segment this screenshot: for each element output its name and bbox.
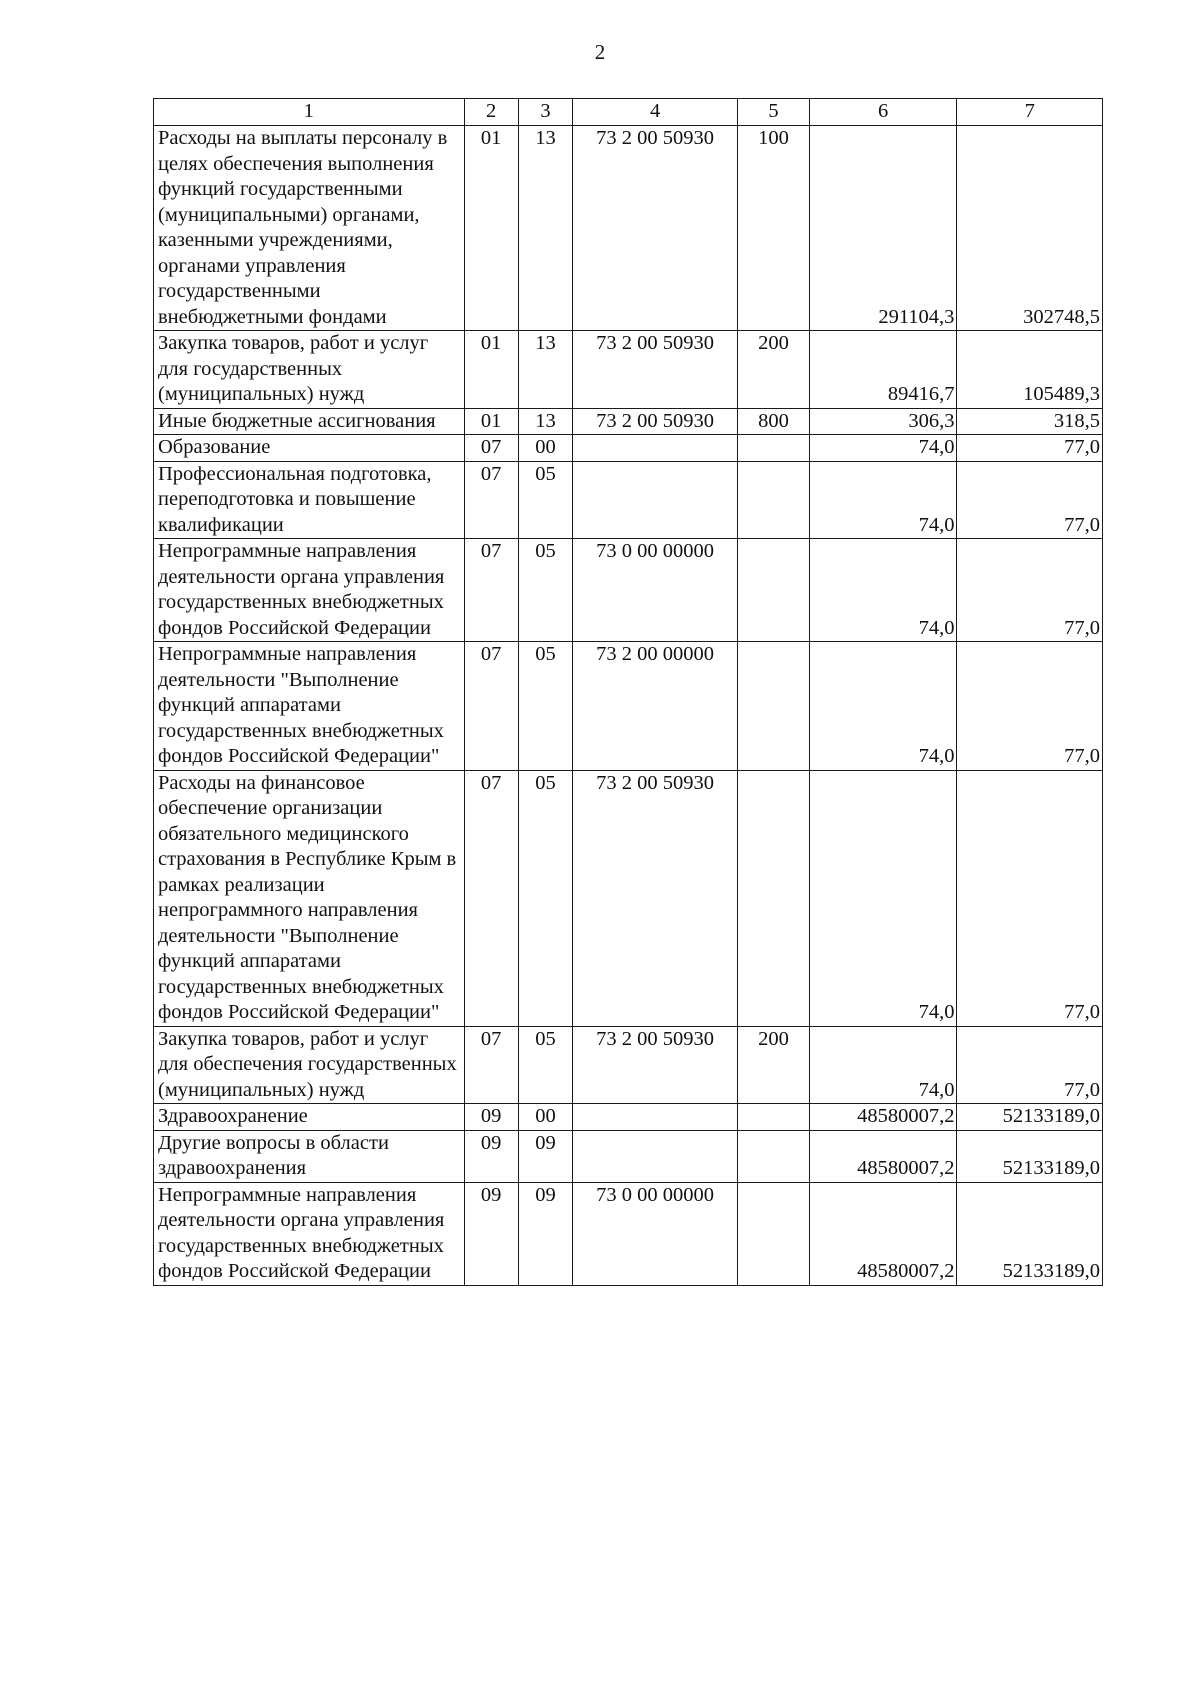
subsection-code-cell: 05 [518,461,572,539]
section-code-cell: 09 [464,1130,518,1182]
table-row [154,435,1103,462]
section-code-cell: 07 [464,1026,518,1104]
target-article-cell: 73 2 00 50930 [573,126,738,331]
column-header: 2 [464,99,518,126]
table-row [154,461,1103,539]
target-article-cell: 73 0 00 00000 [573,1182,738,1285]
section-code-cell: 07 [464,435,518,462]
row-name-cell: Непрограммные направления деятельности органа управления государственных внебюджетных фондов Российской Федерации [154,1182,465,1285]
expense-type-cell: 200 [738,331,810,409]
row-name-cell: Расходы на выплаты персоналу в целях обеспечения выполнения функций государственными (муниципальными) органами, казенными учреждениями, органами управления государственными внебюджетными фондами [154,126,465,331]
target-article-cell [573,1104,738,1131]
amount-col6-cell: 74,0 [809,435,957,462]
expense-type-cell [738,539,810,642]
column-header: 7 [957,99,1103,126]
subsection-code-cell: 05 [518,642,572,771]
table-row [154,408,1103,435]
expense-type-cell: 200 [738,1026,810,1104]
amount-col7-cell: 77,0 [957,435,1103,462]
amount-col6-cell: 306,3 [809,408,957,435]
expense-type-cell [738,461,810,539]
amount-col7-cell: 302748,5 [957,126,1103,331]
section-code-cell: 07 [464,770,518,1026]
amount-col6-cell: 74,0 [809,770,957,1026]
table-row [154,642,1103,771]
target-article-cell: 73 2 00 50930 [573,408,738,435]
column-header: 1 [154,99,465,126]
header-row [154,99,1103,126]
subsection-code-cell: 05 [518,770,572,1026]
table-row [154,1104,1103,1131]
table-header [154,99,1103,126]
subsection-code-cell: 05 [518,539,572,642]
section-code-cell: 09 [464,1182,518,1285]
section-code-cell: 07 [464,642,518,771]
target-article-cell: 73 2 00 50930 [573,770,738,1026]
row-name-cell: Другие вопросы в области здравоохранения [154,1130,465,1182]
amount-col6-cell: 74,0 [809,1026,957,1104]
expense-type-cell [738,1130,810,1182]
amount-col7-cell: 77,0 [957,1026,1103,1104]
amount-col6-cell: 48580007,2 [809,1182,957,1285]
target-article-cell: 73 2 00 50930 [573,331,738,409]
target-article-cell: 73 2 00 00000 [573,642,738,771]
subsection-code-cell: 00 [518,435,572,462]
column-header: 6 [809,99,957,126]
expense-type-cell [738,642,810,771]
amount-col7-cell: 318,5 [957,408,1103,435]
subsection-code-cell: 13 [518,408,572,435]
expense-type-cell: 800 [738,408,810,435]
column-header: 5 [738,99,810,126]
amount-col7-cell: 52133189,0 [957,1182,1103,1285]
subsection-code-cell: 05 [518,1026,572,1104]
target-article-cell: 73 2 00 50930 [573,1026,738,1104]
amount-col6-cell: 74,0 [809,539,957,642]
amount-col6-cell: 291104,3 [809,126,957,331]
amount-col6-cell: 89416,7 [809,331,957,409]
table-row [154,1130,1103,1182]
table-row [154,1182,1103,1285]
section-code-cell: 09 [464,1104,518,1131]
column-header: 4 [573,99,738,126]
section-code-cell: 01 [464,408,518,435]
amount-col7-cell: 77,0 [957,461,1103,539]
row-name-cell: Непрограммные направления деятельности "Выполнение функций аппаратами государственных внебюджетных фондов Российской Федерации" [154,642,465,771]
row-name-cell: Расходы на финансовое обеспечение организации обязательного медицинского страхования в Республике Крым в рамках реализации непрограммного направления деятельности "Выполнение функций аппаратами государственных внебюджетных фондов Российской Федерации" [154,770,465,1026]
section-code-cell: 01 [464,126,518,331]
target-article-cell [573,461,738,539]
amount-col6-cell: 48580007,2 [809,1104,957,1131]
page-number: 2 [594,40,606,64]
amount-col6-cell: 74,0 [809,461,957,539]
target-article-cell: 73 0 00 00000 [573,539,738,642]
row-name-cell: Закупка товаров, работ и услуг для государственных (муниципальных) нужд [154,331,465,409]
expense-type-cell [738,1182,810,1285]
target-article-cell [573,435,738,462]
amount-col7-cell: 52133189,0 [957,1130,1103,1182]
row-name-cell: Закупка товаров, работ и услуг для обеспечения государственных (муниципальных) нужд [154,1026,465,1104]
subsection-code-cell: 09 [518,1130,572,1182]
amount-col7-cell: 52133189,0 [957,1104,1103,1131]
amount-col6-cell: 48580007,2 [809,1130,957,1182]
table-row [154,539,1103,642]
target-article-cell [573,1130,738,1182]
row-name-cell: Профессиональная подготовка, переподготовка и повышение квалификации [154,461,465,539]
amount-col6-cell: 74,0 [809,642,957,771]
subsection-code-cell: 13 [518,126,572,331]
table-row [154,331,1103,409]
row-name-cell: Образование [154,435,465,462]
row-name-cell: Иные бюджетные ассигнования [154,408,465,435]
expense-type-cell [738,435,810,462]
subsection-code-cell: 00 [518,1104,572,1131]
row-name-cell: Здравоохранение [154,1104,465,1131]
section-code-cell: 01 [464,331,518,409]
table-row [154,126,1103,331]
expense-type-cell [738,1104,810,1131]
amount-col7-cell: 77,0 [957,642,1103,771]
subsection-code-cell: 13 [518,331,572,409]
table-body [154,126,1103,1286]
amount-col7-cell: 105489,3 [957,331,1103,409]
subsection-code-cell: 09 [518,1182,572,1285]
budget-table [153,98,1103,1286]
expense-type-cell [738,770,810,1026]
amount-col7-cell: 77,0 [957,539,1103,642]
table-row [154,770,1103,1026]
expense-type-cell: 100 [738,126,810,331]
table-row [154,1026,1103,1104]
row-name-cell: Непрограммные направления деятельности органа управления государственных внебюджетных фондов Российской Федерации [154,539,465,642]
section-code-cell: 07 [464,461,518,539]
column-header: 3 [518,99,572,126]
amount-col7-cell: 77,0 [957,770,1103,1026]
section-code-cell: 07 [464,539,518,642]
